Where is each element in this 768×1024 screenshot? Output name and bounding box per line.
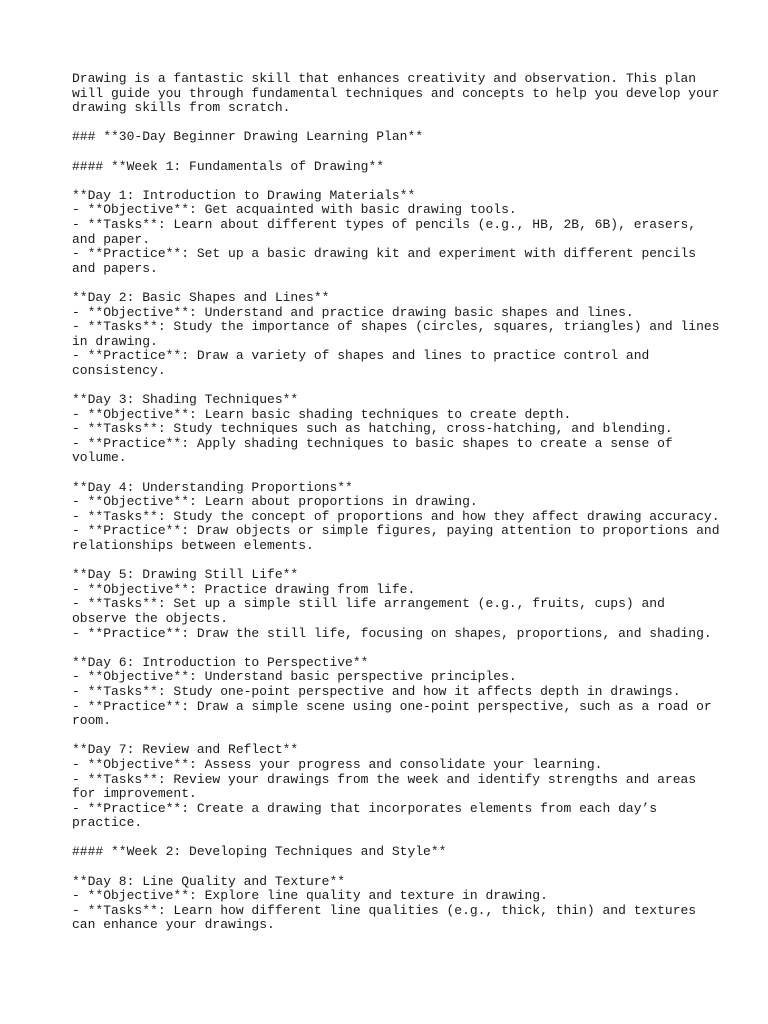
intro-line: drawing skills from scratch. <box>72 100 291 116</box>
spacer <box>72 831 712 846</box>
day-6-practice-cont: room. <box>72 713 112 729</box>
day-1-practice-cont: and papers. <box>72 260 158 276</box>
day-2-tasks: - **Tasks**: Study the importance of shapes (circles, squares, triangles) and lines <box>72 319 720 335</box>
spacer <box>72 378 712 393</box>
day-7-section <box>72 743 712 831</box>
day-1-practice: - **Practice**: Set up a basic drawing kit and experiment with different pencils <box>72 246 697 262</box>
day-6-objective: - **Objective**: Understand basic perspective principles. <box>72 669 517 685</box>
day-4-tasks: - **Tasks**: Study the concept of proportions and how they affect drawing accuracy. <box>72 508 720 524</box>
intro-line: will guide you through fundamental techniques and concepts to help you develop your <box>72 85 720 101</box>
spacer <box>72 729 712 744</box>
day-3-practice-cont: volume. <box>72 450 127 466</box>
spacer <box>72 174 712 189</box>
day-8-tasks: - **Tasks**: Learn how different line qualities (e.g., thick, thin) and textures <box>72 902 697 918</box>
day-5-title: **Day 5: Drawing Still Life** <box>72 567 299 583</box>
spacer <box>72 641 712 656</box>
day-6-title: **Day 6: Introduction to Perspective** <box>72 654 369 670</box>
spacer <box>72 116 712 131</box>
day-1-objective: - **Objective**: Get acquainted with basic drawing tools. <box>72 202 517 218</box>
day-1-title: **Day 1: Introduction to Drawing Materials** <box>72 187 416 203</box>
spacer <box>72 860 712 875</box>
day-2-section <box>72 289 720 379</box>
day-1-section <box>72 189 712 277</box>
day-3-tasks: - **Tasks**: Study techniques such as hatching, cross-hatching, and blending. <box>72 421 673 437</box>
day-1-tasks: - **Tasks**: Learn about different types of pencils (e.g., HB, 2B, 6B), erasers, <box>72 216 697 232</box>
day-2-practice-cont: consistency. <box>72 362 166 378</box>
day-8-objective: - **Objective**: Explore line quality and texture in drawing. <box>72 888 548 904</box>
day-5-section <box>72 568 712 641</box>
spacer <box>72 554 712 569</box>
day-7-title: **Day 7: Review and Reflect** <box>72 742 299 758</box>
day-5-tasks-cont: observe the objects. <box>72 610 229 626</box>
spacer <box>72 276 712 291</box>
day-3-section <box>72 393 712 466</box>
day-7-practice-cont: practice. <box>72 815 143 831</box>
week-1-heading: #### **Week 1: Fundamentals of Drawing** <box>72 158 385 174</box>
day-3-title: **Day 3: Shading Techniques** <box>72 392 299 408</box>
day-7-tasks: - **Tasks**: Review your drawings from the week and identify strengths and areas <box>72 771 697 787</box>
day-5-practice: - **Practice**: Draw the still life, focusing on shapes, proportions, and shading. <box>72 625 712 641</box>
day-4-objective: - **Objective**: Learn about proportions in drawing. <box>72 494 478 510</box>
day-5-tasks: - **Tasks**: Set up a simple still life arrangement (e.g., fruits, cups) and <box>72 596 665 612</box>
day-7-objective: - **Objective**: Assess your progress and consolidate your learning. <box>72 756 603 772</box>
spacer <box>72 466 712 481</box>
day-4-practice-cont: relationships between elements. <box>72 538 314 553</box>
day-3-practice: - **Practice**: Apply shading techniques to basic shapes to create a sense of <box>72 435 673 451</box>
day-8-title: **Day 8: Line Quality and Texture** <box>72 873 346 889</box>
day-5-objective: - **Objective**: Practice drawing from life. <box>72 581 416 597</box>
day-4-practice: - **Practice**: Draw objects or simple figures, paying attention to proportions and <box>72 523 720 539</box>
week-2-heading: #### **Week 2: Developing Techniques and Style** <box>72 844 447 860</box>
plan-heading: ### **30-Day Beginner Drawing Learning Plan** <box>72 129 424 145</box>
day-6-practice: - **Practice**: Draw a simple scene using one-point perspective, such as a road or <box>72 698 712 714</box>
intro-paragraph <box>72 71 720 116</box>
day-7-practice: - **Practice**: Create a drawing that incorporates elements from each day’s <box>72 800 658 816</box>
spacer <box>72 145 712 160</box>
day-4-section <box>72 479 720 554</box>
day-8-section <box>72 875 712 933</box>
day-2-tasks-cont: in drawing. <box>72 333 158 349</box>
day-4-title: **Day 4: Understanding Proportions** <box>72 479 353 495</box>
day-3-objective: - **Objective**: Learn basic shading techniques to create depth. <box>72 406 572 422</box>
day-2-practice: - **Practice**: Draw a variety of shapes and lines to practice control and <box>72 348 650 364</box>
day-7-tasks-cont: for improvement. <box>72 786 197 802</box>
day-2-title: **Day 2: Basic Shapes and Lines** <box>72 289 330 305</box>
intro-line: Drawing is a fantastic skill that enhances creativity and observation. This plan <box>72 71 697 86</box>
day-1-tasks-cont: and paper. <box>72 231 151 247</box>
day-6-tasks: - **Tasks**: Study one-point perspective and how it affects depth in drawings. <box>72 683 681 699</box>
day-2-objective: - **Objective**: Understand and practice drawing basic shapes and lines. <box>72 304 634 320</box>
document-page <box>72 71 720 933</box>
day-6-section <box>72 656 712 729</box>
day-8-tasks-cont: can enhance your drawings. <box>72 917 275 933</box>
